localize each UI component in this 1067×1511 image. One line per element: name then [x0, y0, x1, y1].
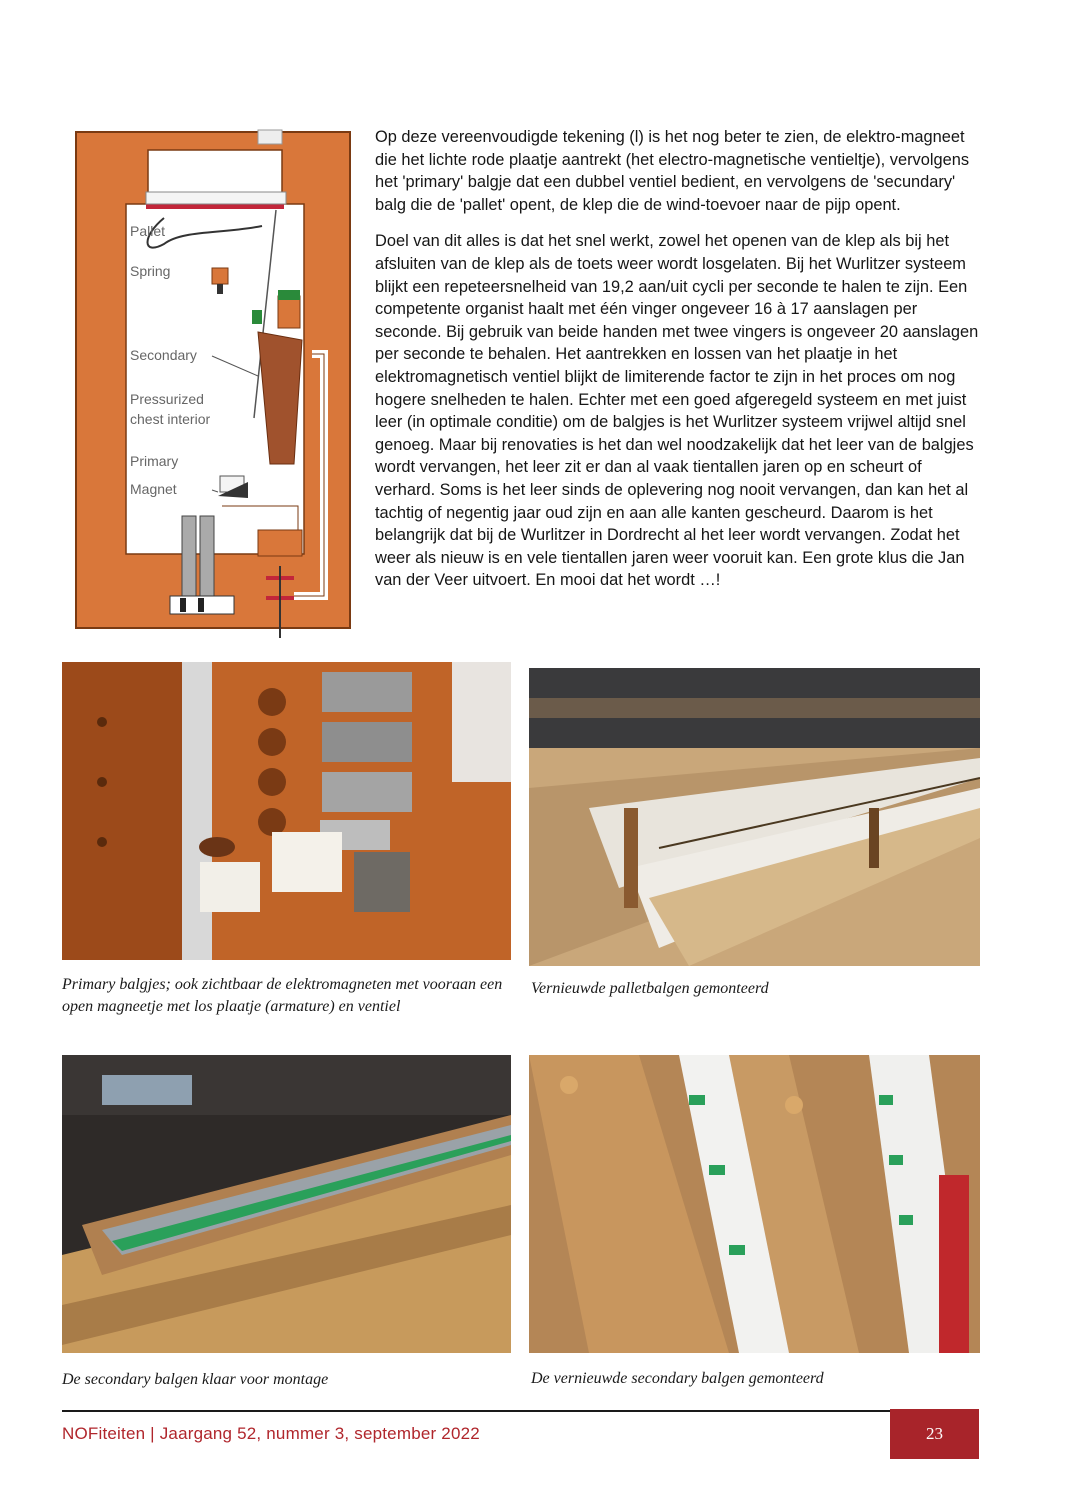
label-pressurized-2: chest interior: [130, 411, 211, 427]
label-pallet: Pallet: [130, 223, 166, 239]
page-number-box: [890, 1409, 979, 1459]
photo-secondary-gemonteerd: [529, 1055, 980, 1353]
caption-photo-4: De vernieuwde secondary balgen gemonteerd: [531, 1370, 824, 1387]
pallet-mechanism-diagram: [62, 126, 354, 644]
caption-photo-3: De secondary balgen klaar voor montage: [62, 1371, 329, 1388]
article-paragraph-1: Op deze vereenvoudigde tekening (l) is het nog beter te zien, de elektro-magneet die het lichte rode plaatje aantrekt (het electro-magnetische ventieltje), vervolgens het 'primary' balgje dat een dubbel ventiel bedient, en vervolgens de 'secundary' balg die de 'pallet' opent, de klep die de wind-toevoer naar de pijp opent.: [375, 128, 970, 214]
article-body: [375, 126, 980, 606]
footer-rule: [62, 1410, 892, 1412]
footer-publication: NOFiteiten | Jaargang 52, nummer 3, september 2022: [62, 1424, 480, 1443]
label-pressurized-1: Pressurized: [130, 391, 204, 407]
photo-palletbalgen: [529, 668, 980, 966]
page-number: 23: [926, 1424, 943, 1443]
label-magnet: Magnet: [130, 481, 177, 497]
label-primary: Primary: [130, 453, 179, 469]
article-paragraph-2: Doel van dit alles is dat het snel werkt, zowel het openen van de klep als bij het afsluiten van de klep als de toets weer wordt losgelaten. Bij het Wurlitzer systeem blijkt een repeteersnelheid van 19,2 aan/uit cycli per seconde te halen te zijn. Een competente organist haalt met één vinger ongeveer 16 à 17 aanslagen per seconde. Bij gebruik van beide handen met twee vingers is ongeveer 20 aanslagen per seconde te behalen. Het aantrekken en lossen van het plaatje in het elektromagnetisch ventiel blijkt de limiterende factor te zijn in het proces om nog hogere snelheden te halen. Echter met een goed afgeregeld systeem en met juist leer (in optimale conditie) om de balgjes is het Wurlitzer systeem vrijwel altijd snel genoeg. Maar bij renovaties is het dan wel noodzakelijk dat het leer van de balgjes wordt vervangen, het leer zit er dan al vaak tientallen jaren op en scheurt of verhard. Soms is het leer sinds de oplevering nog nooit vervangen, dan kan het al tachtig of negentig jaar oud zijn en aan alle kanten gescheurd. Daarom is het belangrijk dat bij de Wurlitzer in Dordrecht al het leer wordt vervangen. Zodat het weer als nieuw is en vele tientallen jaren weer vooruit kan. Een grote klus die Jan van der Veer uitvoert. En mooi dat het wordt …!: [375, 232, 979, 590]
caption-photo-2: Vernieuwde palletbalgen gemonteerd: [531, 980, 769, 997]
photo-secondary-klaar: [62, 1055, 511, 1353]
label-secondary: Secondary: [130, 347, 197, 363]
caption-photo-1: Primary balgjes; ook zichtbaar de elektromagneten met vooraan een open magneetje met los plaatje (armature) en ventiel: [62, 976, 503, 1015]
photo-primary-balgjes: [62, 662, 511, 960]
label-spring: Spring: [130, 263, 171, 279]
